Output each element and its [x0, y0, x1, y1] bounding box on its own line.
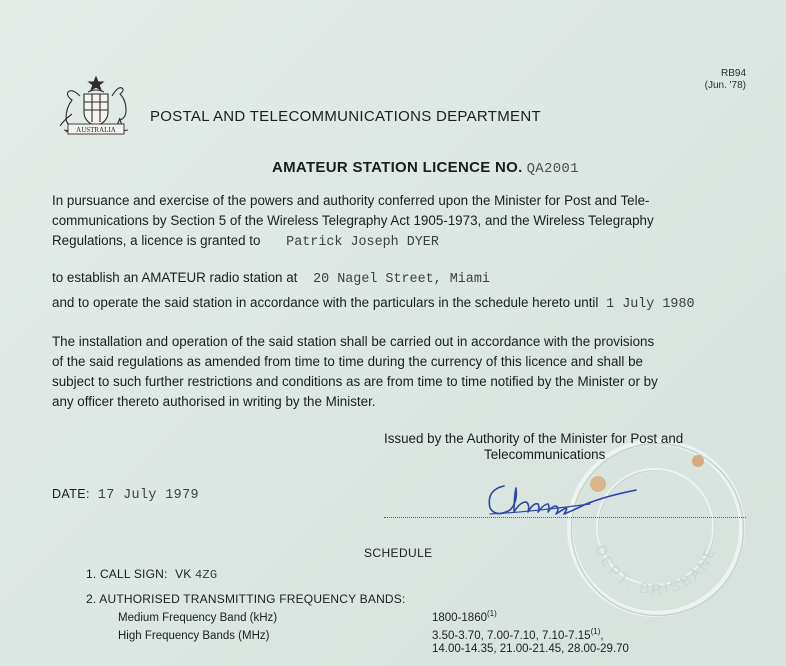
- high-band-value1: [432, 627, 604, 642]
- form-reference: [705, 68, 746, 92]
- form-code: RB94: [720, 68, 746, 79]
- high-band-note: (1): [590, 627, 601, 636]
- paragraph2-line3: subject to such further restrictions and conditions as are from time to time notified by the Minister or by: [52, 374, 658, 389]
- issued-line2: Telecommunications: [484, 447, 606, 462]
- signature-line: [384, 517, 746, 518]
- medium-band-label: Medium Frequency Band (kHz): [118, 612, 278, 624]
- paragraph1-line3-text: Regulations, a licence is granted to: [52, 233, 261, 248]
- call-sign-suffix: 4ZG: [195, 568, 218, 582]
- call-sign-label: 1. CALL SIGN:: [86, 567, 168, 581]
- licence-title: [272, 159, 579, 177]
- coat-of-arms-icon: [50, 74, 142, 140]
- operate-line: [52, 295, 695, 312]
- signature-icon: [482, 474, 642, 522]
- paragraph2-line2: of the said regulations as amended from time to time during the currency of this licence and shall be: [52, 354, 643, 369]
- schedule-heading: SCHEDULE: [364, 546, 433, 560]
- form-date: (Jun. '78): [704, 80, 746, 91]
- licence-expiry: 1 July 1980: [606, 297, 695, 312]
- high-band-label: High Frequency Bands (MHz): [118, 630, 270, 642]
- paragraph1-line2: communications by Section 5 of the Wireless Telegraphy Act 1905-1973, and the Wireless Telegraphy: [52, 213, 654, 228]
- seal-text: DEPT. BRISBANE: [591, 542, 721, 599]
- establish-line: [52, 270, 490, 287]
- operate-label: and to operate the said station in accordance with the particulars in the schedule hereto until: [52, 295, 599, 310]
- issued-line1: Issued by the Authority of the Minister for Post and: [384, 431, 684, 446]
- issue-date: [52, 487, 199, 503]
- paragraph2-line4: any officer thereto authorised in writing by the Minister.: [52, 394, 376, 409]
- svg-text:DEPT. BRISBANE: [592, 543, 721, 599]
- high-band-ranges1: 3.50-3.70, 7.00-7.10, 7.10-7.15: [432, 629, 591, 642]
- high-band-comma: ,: [600, 629, 604, 642]
- paragraph2-line1: The installation and operation of the said station shall be carried out in accordance with the provisions: [52, 334, 655, 349]
- medium-band-value: [432, 609, 497, 624]
- crest-label: AUSTRALIA: [76, 126, 116, 134]
- call-sign: [86, 567, 217, 582]
- high-band-ranges2: 14.00-14.35, 21.00-21.45, 28.00-29.70: [432, 643, 629, 655]
- date-value: 17 July 1979: [97, 488, 199, 503]
- licensee-name: Patrick Joseph DYER: [286, 235, 439, 250]
- call-sign-prefix: VK: [175, 567, 192, 581]
- date-label: DATE:: [52, 487, 90, 501]
- department-name: POSTAL AND TELECOMMUNICATIONS DEPARTMENT: [150, 108, 541, 125]
- bands-label: 2. AUTHORISED TRANSMITTING FREQUENCY BANDS:: [86, 592, 406, 606]
- establish-label: to establish an AMATEUR radio station at: [52, 270, 298, 285]
- licence-title-label: AMATEUR STATION LICENCE NO.: [272, 159, 523, 176]
- paragraph1-line1: In pursuance and exercise of the powers and authority conferred upon the Minister for Post and Tele-: [52, 193, 650, 208]
- licence-number: QA2001: [526, 161, 579, 177]
- medium-band-range: 1800-1860: [432, 611, 487, 624]
- paragraph1-line3: [52, 233, 439, 250]
- medium-band-note: (1): [487, 609, 497, 618]
- station-address: 20 Nagel Street, Miami: [313, 272, 490, 287]
